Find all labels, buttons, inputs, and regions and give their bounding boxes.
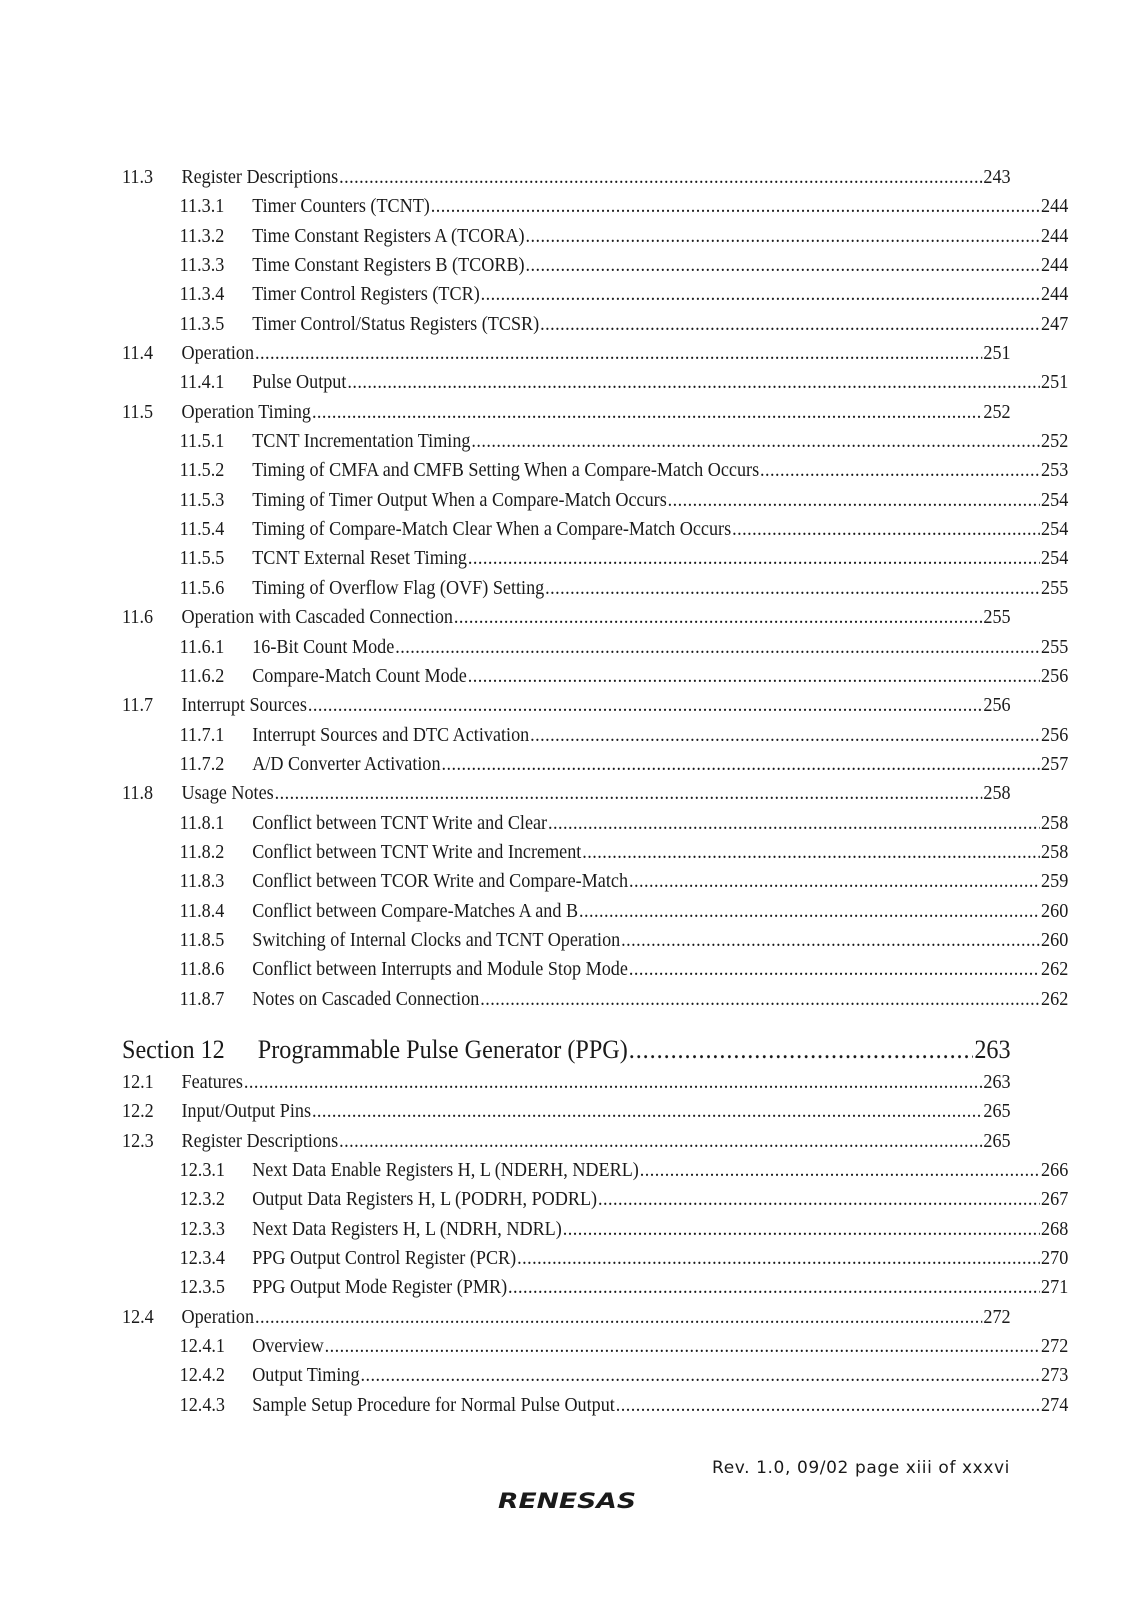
toc-entry-page: 253 bbox=[1041, 460, 1069, 482]
toc-entry-number: 12.4.3 bbox=[179, 1394, 225, 1416]
toc-entry-page: 252 bbox=[983, 401, 1011, 423]
toc-entry-number: 11.8.6 bbox=[179, 959, 225, 981]
dot-leader bbox=[275, 779, 983, 808]
toc-entry-number: 12.4.2 bbox=[179, 1365, 225, 1387]
toc-entry-page: 274 bbox=[1041, 1394, 1069, 1416]
dot-leader bbox=[517, 1244, 1040, 1273]
toc-entry-number: 11.7.1 bbox=[179, 724, 225, 746]
toc-entry[interactable] bbox=[122, 603, 1011, 632]
svg-text:RENESAS: RENESAS bbox=[498, 1489, 636, 1513]
toc-entry-page: 254 bbox=[1041, 489, 1069, 511]
toc-entry-title: Operation Timing bbox=[181, 401, 312, 423]
toc-entry[interactable] bbox=[122, 779, 1011, 808]
dot-leader bbox=[582, 838, 1040, 867]
toc-entry-number: 12.3.5 bbox=[179, 1277, 225, 1299]
toc-entry[interactable] bbox=[122, 280, 1068, 309]
toc-entry[interactable] bbox=[122, 1273, 1068, 1302]
toc-entry[interactable] bbox=[122, 222, 1068, 251]
toc-entry-number: 12.3.1 bbox=[179, 1160, 225, 1181]
toc-entry-title: Time Constant Registers B (TCORB) bbox=[252, 255, 525, 277]
toc-entry-title: Timer Control Registers (TCR) bbox=[252, 284, 480, 306]
toc-entry[interactable] bbox=[122, 867, 1068, 896]
dot-leader bbox=[526, 251, 1041, 280]
toc-entry-title: Conflict between TCNT Write and Increment bbox=[252, 841, 582, 863]
toc-entry-page: 256 bbox=[983, 695, 1011, 717]
toc-entry-title: Next Data Registers H, L (NDRH, NDRL) bbox=[252, 1218, 562, 1240]
toc-entry-number: 11.8.7 bbox=[179, 988, 225, 1010]
toc-entry[interactable] bbox=[122, 544, 1068, 573]
toc-entry-number: 12.3.4 bbox=[179, 1248, 225, 1270]
toc-entry-title: Timer Counters (TCNT) bbox=[252, 196, 430, 218]
toc-entry[interactable] bbox=[122, 662, 1068, 691]
toc-entry-title: Conflict between TCOR Write and Compare-Match bbox=[252, 871, 629, 893]
toc-entry[interactable] bbox=[122, 1303, 1011, 1332]
toc-entry[interactable] bbox=[122, 985, 1068, 1014]
toc-entry-number: 11.8.3 bbox=[179, 871, 225, 893]
toc-entry-title: Operation bbox=[181, 343, 255, 365]
toc-entry[interactable] bbox=[122, 251, 1068, 280]
toc-entry-number: 11.3.4 bbox=[179, 284, 225, 306]
toc-entry-number: 11.6.1 bbox=[179, 636, 225, 658]
toc-entry-page: 260 bbox=[1041, 929, 1069, 951]
toc-entry[interactable] bbox=[122, 809, 1068, 838]
toc-entry-title: 16-Bit Count Mode bbox=[252, 636, 395, 658]
toc-entry[interactable] bbox=[122, 1156, 1068, 1185]
toc-entry-number: 11.8.1 bbox=[179, 812, 225, 834]
toc-entry-page: 267 bbox=[1041, 1189, 1069, 1211]
toc-entry[interactable] bbox=[122, 1391, 1068, 1420]
toc-entry-page: 268 bbox=[1041, 1218, 1069, 1240]
toc-entry-page: 272 bbox=[1041, 1336, 1069, 1358]
dot-leader bbox=[481, 280, 1040, 309]
toc-entry[interactable] bbox=[122, 427, 1068, 456]
toc-entry-title: Sample Setup Procedure for Normal Pulse Output bbox=[252, 1394, 615, 1416]
toc-entry[interactable] bbox=[122, 955, 1068, 984]
toc-entry-page: 259 bbox=[1041, 871, 1069, 893]
toc-entry-number: 11.3.1 bbox=[179, 196, 225, 218]
toc-entry-title: Timing of CMFA and CMFB Setting When a Compare-Match Occurs bbox=[252, 460, 760, 482]
toc-entry-number: Section 12 bbox=[122, 1034, 225, 1064]
dot-leader bbox=[760, 456, 1040, 485]
toc-entry-title: Time Constant Registers A (TCORA) bbox=[252, 225, 525, 247]
toc-entry-page: 244 bbox=[1041, 196, 1069, 218]
toc-entry-number: 11.5 bbox=[122, 401, 154, 423]
dot-leader bbox=[548, 809, 1040, 838]
toc-entry-title: Register Descriptions bbox=[181, 167, 339, 188]
toc-entry-number: 12.3.3 bbox=[179, 1218, 225, 1240]
toc-entry-number: 12.1 bbox=[122, 1071, 154, 1093]
toc-entry-title: Register Descriptions bbox=[181, 1130, 339, 1152]
toc-entry-number: 11.7.2 bbox=[179, 753, 225, 775]
toc-entry-title: Switching of Internal Clocks and TCNT Operation bbox=[252, 929, 621, 951]
toc-entry-title: PPG Output Mode Register (PMR) bbox=[252, 1277, 508, 1299]
toc-entry[interactable] bbox=[122, 691, 1011, 720]
toc-entry-page: 262 bbox=[1041, 959, 1069, 981]
toc-entry-number: 11.3.5 bbox=[179, 313, 225, 335]
toc-entry-title: Operation bbox=[181, 1306, 255, 1328]
dot-leader bbox=[480, 985, 1040, 1014]
toc-entry[interactable] bbox=[122, 368, 1068, 397]
toc-entry-number: 11.5.2 bbox=[179, 460, 225, 482]
toc-entry-page: 262 bbox=[1041, 988, 1069, 1010]
dot-leader bbox=[621, 926, 1040, 955]
toc-entry-page: 271 bbox=[1041, 1277, 1069, 1299]
toc-entry-title: Usage Notes bbox=[181, 783, 274, 805]
toc-entry-page: 266 bbox=[1041, 1160, 1069, 1181]
toc-entry-page: 258 bbox=[1041, 812, 1069, 834]
dot-leader bbox=[540, 310, 1040, 339]
dot-leader bbox=[255, 339, 982, 368]
toc-entry[interactable] bbox=[122, 750, 1068, 779]
dot-leader bbox=[471, 427, 1040, 456]
dot-leader bbox=[629, 867, 1040, 896]
toc-entry-number: 11.5.6 bbox=[179, 577, 225, 599]
toc-entry-number: 11.5.4 bbox=[179, 519, 225, 541]
dot-leader bbox=[395, 633, 1040, 662]
toc-entry-title: Conflict between TCNT Write and Clear bbox=[252, 812, 548, 834]
toc-entry-title: Interrupt Sources bbox=[181, 695, 307, 717]
dot-leader bbox=[732, 515, 1040, 544]
dot-leader bbox=[339, 1127, 982, 1156]
toc-entry-number: 11.8.4 bbox=[179, 900, 225, 922]
toc-entry-number: 11.5.1 bbox=[179, 431, 225, 453]
dot-leader bbox=[312, 398, 983, 427]
toc-entry-title: Timing of Compare-Match Clear When a Compare-Match Occurs bbox=[252, 519, 732, 541]
toc-entry-title: Interrupt Sources and DTC Activation bbox=[252, 724, 530, 746]
dot-leader bbox=[468, 544, 1040, 573]
toc-entry-page: 258 bbox=[983, 783, 1011, 805]
dot-leader bbox=[454, 603, 983, 632]
toc-entry-number: 12.2 bbox=[122, 1101, 154, 1123]
toc-entry-page: 263 bbox=[983, 1071, 1011, 1093]
dot-leader bbox=[347, 368, 1040, 397]
toc-entry[interactable] bbox=[122, 1127, 1011, 1156]
toc-entry-number: 12.3.2 bbox=[179, 1189, 225, 1211]
toc-entry-number: 11.7 bbox=[122, 695, 154, 717]
toc-entry-page: 251 bbox=[1041, 372, 1069, 394]
toc-entry-number: 12.4.1 bbox=[179, 1336, 225, 1358]
dot-leader bbox=[508, 1273, 1040, 1302]
dot-leader bbox=[526, 222, 1041, 251]
toc-entry-title: Timing of Timer Output When a Compare-Match Occurs bbox=[252, 489, 667, 511]
dot-leader bbox=[468, 662, 1040, 691]
toc-entry[interactable] bbox=[122, 163, 1011, 192]
toc-entry-title: Compare-Match Count Mode bbox=[252, 665, 467, 687]
toc-entry[interactable] bbox=[122, 398, 1011, 427]
toc-entry[interactable] bbox=[122, 515, 1068, 544]
toc-entry-number: 11.3.2 bbox=[179, 225, 225, 247]
toc-entry[interactable] bbox=[122, 838, 1068, 867]
toc-entry[interactable] bbox=[122, 926, 1068, 955]
toc-entry-page: 256 bbox=[1041, 665, 1069, 687]
dot-leader bbox=[579, 897, 1040, 926]
dot-leader bbox=[325, 1332, 1040, 1361]
dot-leader bbox=[668, 486, 1040, 515]
toc-entry-title: Notes on Cascaded Connection bbox=[252, 988, 480, 1010]
dot-leader bbox=[545, 574, 1040, 603]
toc-entry-title: Pulse Output bbox=[252, 372, 347, 394]
toc-entry-title: Timer Control/Status Registers (TCSR) bbox=[252, 313, 540, 335]
toc-entry-page: 255 bbox=[983, 607, 1011, 629]
toc-entry[interactable] bbox=[122, 310, 1068, 339]
toc-entry-title: PPG Output Control Register (PCR) bbox=[252, 1248, 517, 1270]
renesas-logo bbox=[498, 1487, 638, 1513]
toc-entry-page: 254 bbox=[1041, 519, 1069, 541]
dot-leader bbox=[431, 192, 1040, 221]
dot-leader bbox=[360, 1361, 1040, 1390]
page-footer: Rev. 1.0, 09/02 page xiii of xxxvi bbox=[712, 1458, 1010, 1478]
toc-entry-title: Programmable Pulse Generator (PPG) bbox=[257, 1034, 628, 1064]
toc-entry-page: 260 bbox=[1041, 900, 1069, 922]
toc-entry-page: 258 bbox=[1041, 841, 1069, 863]
toc-entry-page: 263 bbox=[974, 1034, 1011, 1064]
toc-entry-title: Conflict between Interrupts and Module Stop Mode bbox=[252, 959, 628, 981]
toc-entry[interactable] bbox=[122, 456, 1068, 485]
toc-entry-title: Output Data Registers H, L (PODRH, PODRL) bbox=[252, 1189, 598, 1211]
toc-section-heading[interactable] bbox=[122, 1031, 1011, 1068]
toc-entry-page: 251 bbox=[983, 343, 1011, 365]
table-of-contents bbox=[122, 163, 1069, 1420]
toc-entry[interactable] bbox=[122, 1244, 1068, 1273]
toc-entry-page: 255 bbox=[1041, 636, 1069, 658]
toc-entry-page: 255 bbox=[1041, 577, 1069, 599]
toc-entry-number: 12.4 bbox=[122, 1306, 154, 1328]
toc-entry-page: 257 bbox=[1041, 753, 1069, 775]
toc-entry-title: Next Data Enable Registers H, L (NDERH, NDERL) bbox=[252, 1160, 639, 1181]
toc-entry[interactable] bbox=[122, 192, 1068, 221]
toc-entry[interactable] bbox=[122, 1361, 1068, 1390]
toc-entry-number: 11.8 bbox=[122, 783, 154, 805]
toc-entry-title: Features bbox=[181, 1071, 243, 1093]
toc-entry-number: 11.3.3 bbox=[179, 255, 225, 277]
toc-entry[interactable] bbox=[122, 339, 1011, 368]
toc-entry-page: 244 bbox=[1041, 225, 1069, 247]
toc-entry[interactable] bbox=[122, 1332, 1068, 1361]
dot-leader bbox=[530, 721, 1040, 750]
toc-entry-title: Conflict between Compare-Matches A and B bbox=[252, 900, 579, 922]
dot-leader bbox=[616, 1391, 1040, 1420]
dot-leader bbox=[441, 750, 1040, 779]
dot-leader bbox=[629, 955, 1040, 984]
toc-entry[interactable] bbox=[122, 721, 1068, 750]
toc-entry-title: Overview bbox=[252, 1336, 324, 1358]
toc-entry-page: 243 bbox=[983, 167, 1011, 188]
toc-entry-number: 11.5.5 bbox=[179, 548, 225, 570]
toc-entry[interactable] bbox=[122, 1185, 1068, 1214]
toc-entry[interactable] bbox=[122, 897, 1068, 926]
toc-entry-page: 244 bbox=[1041, 255, 1069, 277]
toc-entry-page: 272 bbox=[983, 1306, 1011, 1328]
toc-entry-title: A/D Converter Activation bbox=[252, 753, 441, 775]
toc-entry-page: 270 bbox=[1041, 1248, 1069, 1270]
toc-entry-title: TCNT External Reset Timing bbox=[252, 548, 467, 570]
toc-entry-number: 11.6.2 bbox=[179, 665, 225, 687]
dot-leader bbox=[312, 1097, 983, 1126]
toc-entry-number: 11.8.2 bbox=[179, 841, 225, 863]
toc-entry-page: 265 bbox=[983, 1130, 1011, 1152]
toc-entry-title: Operation with Cascaded Connection bbox=[181, 607, 453, 629]
toc-entry-title: Input/Output Pins bbox=[181, 1101, 312, 1123]
toc-entry[interactable] bbox=[122, 486, 1068, 515]
toc-entry-number: 11.8.5 bbox=[179, 929, 225, 951]
toc-entry-number: 11.5.3 bbox=[179, 489, 225, 511]
toc-entry-number: 11.4 bbox=[122, 343, 154, 365]
dot-leader bbox=[339, 163, 982, 192]
toc-entry-number: 11.4.1 bbox=[179, 372, 225, 394]
toc-entry-number: 11.3 bbox=[122, 167, 154, 188]
toc-entry[interactable] bbox=[122, 574, 1068, 603]
toc-entry[interactable] bbox=[122, 1215, 1068, 1244]
dot-leader bbox=[563, 1215, 1040, 1244]
toc-entry-title: TCNT Incrementation Timing bbox=[252, 431, 471, 453]
dot-leader bbox=[598, 1185, 1040, 1214]
toc-entry-page: 265 bbox=[983, 1101, 1011, 1123]
toc-entry-page: 273 bbox=[1041, 1365, 1069, 1387]
toc-entry-page: 247 bbox=[1041, 313, 1069, 335]
toc-entry-title: Output Timing bbox=[252, 1365, 360, 1387]
toc-entry-page: 254 bbox=[1041, 548, 1069, 570]
toc-entry-page: 256 bbox=[1041, 724, 1069, 746]
toc-entry[interactable] bbox=[122, 633, 1068, 662]
dot-leader bbox=[308, 691, 983, 720]
toc-entry-number: 12.3 bbox=[122, 1130, 154, 1152]
toc-entry-title: Timing of Overflow Flag (OVF) Setting bbox=[252, 577, 545, 599]
toc-entry-number: 11.6 bbox=[122, 607, 154, 629]
dot-leader bbox=[629, 1031, 974, 1068]
toc-entry[interactable] bbox=[122, 1068, 1011, 1097]
toc-entry[interactable] bbox=[122, 1097, 1011, 1126]
toc-entry-page: 244 bbox=[1041, 284, 1069, 306]
dot-leader bbox=[244, 1068, 983, 1097]
dot-leader bbox=[255, 1303, 982, 1332]
dot-leader bbox=[640, 1156, 1040, 1185]
toc-entry-page: 252 bbox=[1041, 431, 1069, 453]
